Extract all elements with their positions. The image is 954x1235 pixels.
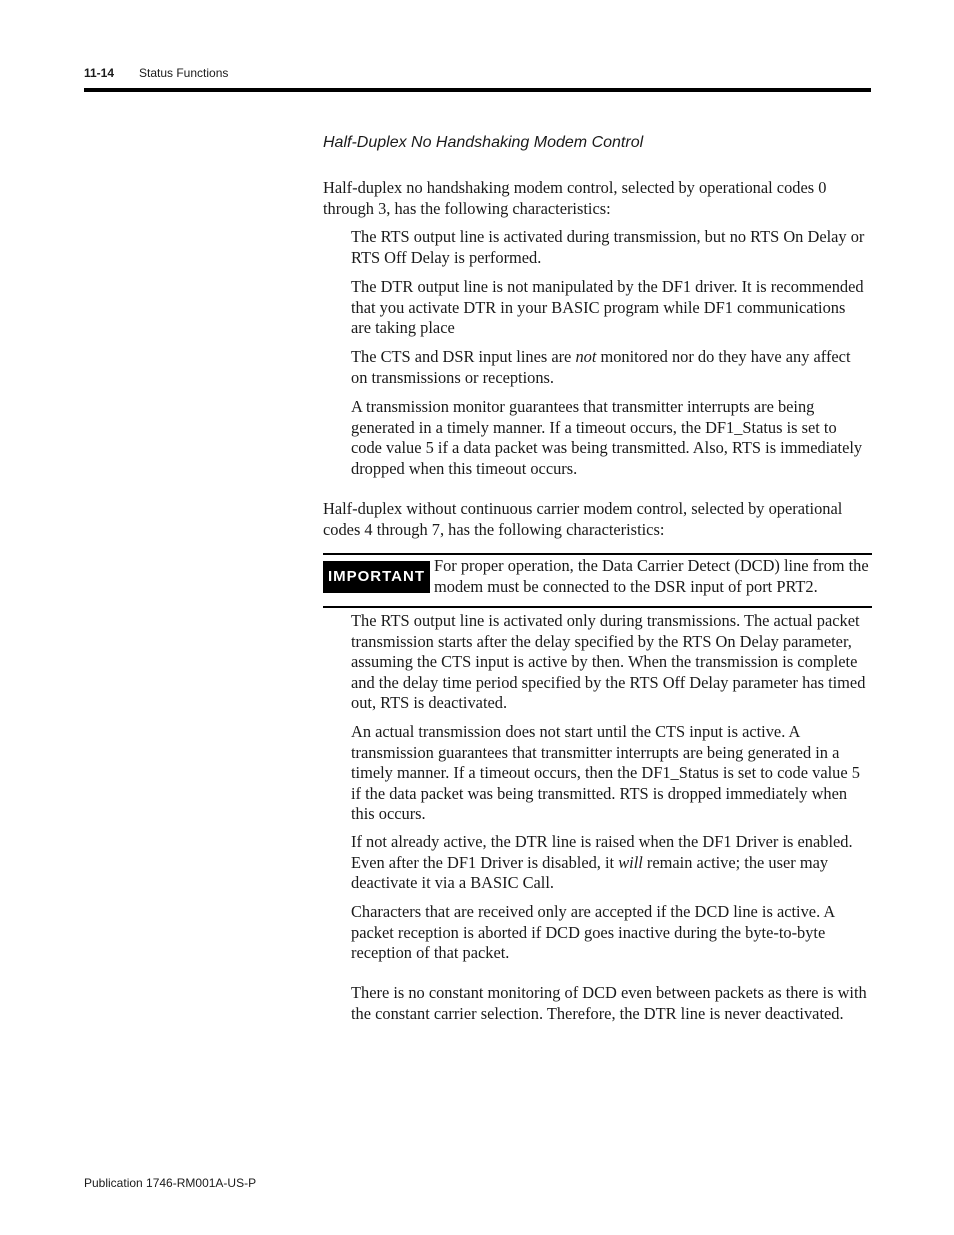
page-number: 11-14 [84, 66, 115, 80]
bullet-2-3 [351, 832, 869, 894]
important-label: IMPORTANT [323, 561, 430, 593]
bullet-1-1: The RTS output line is activated during transmission, but no RTS On Delay or RTS Off Delay is performed. [351, 227, 865, 267]
bullet-1-2: The DTR output line is not manipulated by the DF1 driver. It is recommended that you activate DTR in your BASIC program while DF1 communications are taking place [351, 277, 864, 337]
bullet-1-3 [351, 347, 869, 388]
important-note [323, 553, 872, 608]
bullet-2-3-text-a: If not already active, the DTR line is raised when the DF1 Driver is enabled. Even after the DF1 Driver is disabled, it [351, 832, 853, 872]
bullet-1-4: A transmission monitor guarantees that transmitter interrupts are being generated in a timely manner. If a timeout occurs, the DF1_Status is set to code value 5 if a data packet was being transmitted. Also, RTS is immediately dropped when this timeout occurs. [351, 397, 863, 478]
emphasis-will: will [618, 852, 643, 872]
closing-paragraph: There is no constant monitoring of DCD even between packets as there is with the constant carrier selection. Therefore, the DTR line is never deactivated. [351, 983, 867, 1023]
header-rule [84, 88, 871, 92]
publication-footer: Publication 1746-RM001A-US-P [84, 1176, 257, 1190]
bullet-2-2: An actual transmission does not start until the CTS input is active. A transmission guarantees that transmitter interrupts are being generated in a timely manner. If a timeout occurs, then the DF1_Status is set to code value 5 if the data packet was being transmitted. RTS is dropped immediately when this occurs. [351, 722, 860, 823]
bullet-1-3-text-b: monitored nor do they have any affect on transmissions or receptions. [351, 347, 851, 387]
bullet-2-4: Characters that are received only are accepted if the DCD line is active. A packet reception is aborted if DCD goes inactive during the byte-to-byte reception of that packet. [351, 902, 835, 962]
bullet-1-3-text-a: The CTS and DSR input lines are [351, 347, 576, 366]
important-text: For proper operation, the Data Carrier Detect (DCD) line from the modem must be connected to the DSR input of port PRT2. [434, 556, 869, 596]
bullet-2-1: The RTS output line is activated only during transmissions. The actual packet transmission starts after the delay specified by the RTS On Delay parameter, assuming the CTS input is active by then. When the transmission is complete and the delay time period specified by the RTS Off Delay parameter has timed out, RTS is deactivated. [351, 611, 866, 712]
section-title: Status Functions [139, 66, 229, 80]
intro-paragraph-2: Half-duplex without continuous carrier modem control, selected by operational codes 4 through 7, has the following characteristics: [323, 499, 843, 539]
emphasis-not: not [575, 347, 597, 366]
bullet-2-3-text-b: remain active; the user may deactivate it via a BASIC Call. [351, 852, 829, 892]
subsection-heading: Half-Duplex No Handshaking Modem Control [323, 134, 644, 151]
intro-paragraph-1: Half-duplex no handshaking modem control, selected by operational codes 0 through 3, has the following characteristics: [323, 178, 827, 218]
